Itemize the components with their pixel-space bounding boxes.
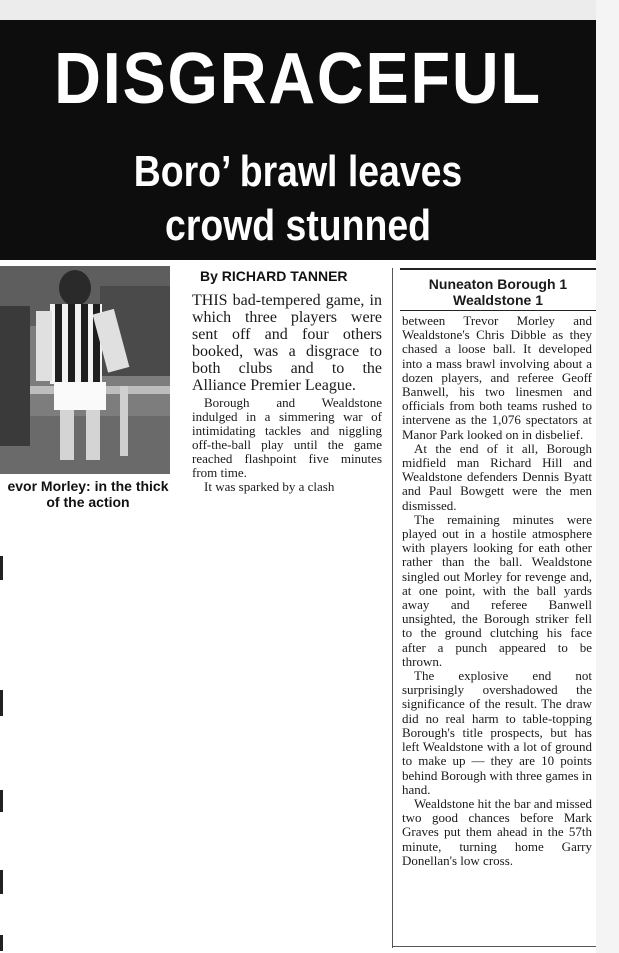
photo-caption: evor Morley: in the thick of the action	[7, 478, 169, 510]
article-paragraph: THIS bad-tempered game, in which three players were sent off and four others booked, was a disgrace to both clubs and to the Alliance Premier League.	[192, 292, 382, 394]
column-bottom-rule	[392, 946, 596, 947]
column-divider	[392, 268, 393, 948]
article-paragraph: Wealdstone hit the bar and missed two good chances before Mark Graves put them ahead in the 57th minute, turning home Garry Donellan's low cross.	[402, 795, 592, 868]
headline: DISGRACEFUL	[54, 39, 542, 119]
article-paragraph: It was sparked by a clash	[204, 479, 335, 494]
player-photo	[0, 266, 170, 474]
article-paragraph: The explosive end not surprisingly overshadowed the significance of the result. The draw did no real harm to table-topping Borough's title prospects, but has left Wealdstone with a lot of ground to make up — they are 10 points behind Borough with three games in hand.	[402, 668, 592, 797]
article-paragraph: between Trevor Morley and Wealdstone's Chris Dibble as they chased a loose ball. It developed into a mass brawl involving about a dozen players, and referee Geoff Banwell, his two linesmen and officials from both teams rushed to intervene as the 1,076 spectators at Manor Park looked on in disbelief.	[402, 313, 592, 442]
article-column-middle	[192, 292, 382, 494]
page-edge	[596, 0, 619, 953]
subheadline-line-1: Boro’ brawl leaves	[133, 147, 463, 196]
page-top-margin	[0, 0, 619, 20]
byline: By RICHARD TANNER	[200, 268, 348, 284]
article-paragraph: Borough and Wealdstone indulged in a simmering war of intimidating tackles and niggling off-the-ball play until the game reached flashpoint five minutes from time.	[192, 395, 382, 480]
article-column-right	[402, 314, 592, 868]
score-home: Nuneaton Borough 1	[428, 276, 568, 292]
player-photo-image	[0, 266, 170, 474]
headline-banner	[0, 20, 596, 260]
score-box	[400, 268, 596, 308]
article-paragraph: At the end of it all, Borough midfield man Richard Hill and Wealdstone defenders Dennis Byatt and Paul Bowgett were the men dismissed.	[402, 440, 592, 513]
score-away: Wealdstone 1	[453, 292, 543, 308]
score-rule	[400, 310, 596, 311]
article-paragraph: The remaining minutes were played out in a hostile atmosphere with players looking for eath other rather than the ball. Wealdstone singled out Morley for revenge and, at one point, with the ball yards away and referee Banwell unsighted, the Borough striker fell to the ground clutching his face after a punch appeared to be thrown.	[402, 511, 592, 669]
subheadline-line-2: crowd stunned	[165, 201, 431, 250]
